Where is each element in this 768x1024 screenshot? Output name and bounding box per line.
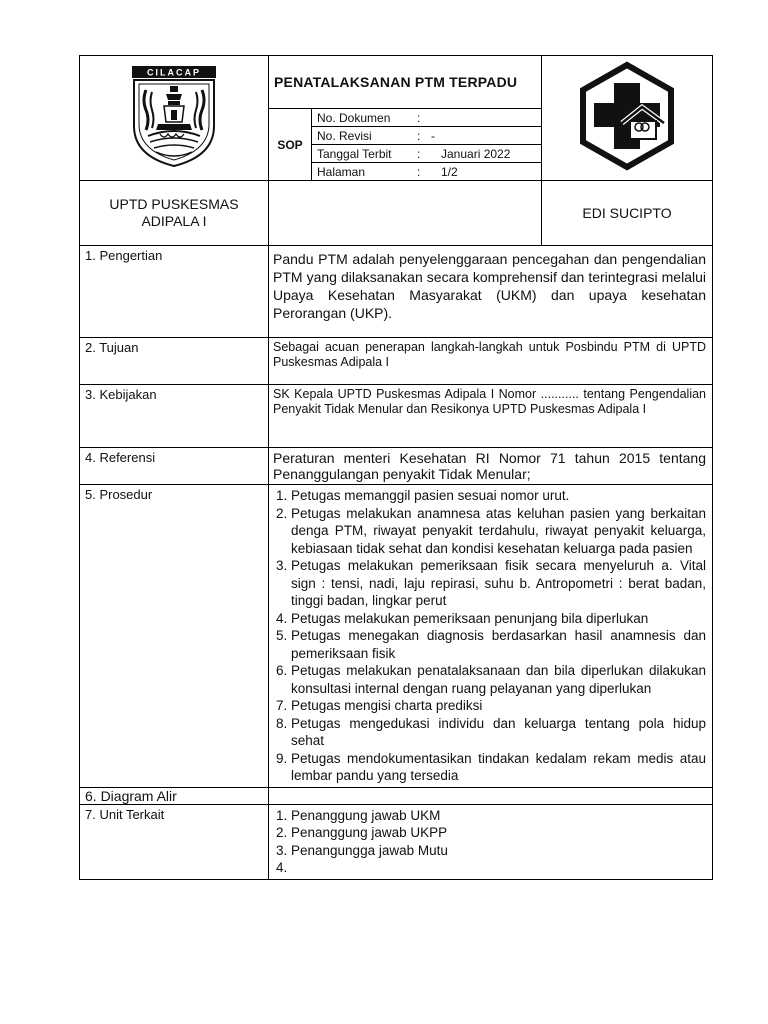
meta-row-no-revisi bbox=[312, 127, 541, 145]
meta-value: 1/2 bbox=[441, 164, 458, 179]
section-prosedur bbox=[269, 485, 713, 788]
procedure-list bbox=[273, 487, 706, 785]
unit-item bbox=[291, 859, 706, 877]
meta-row-no-dokumen bbox=[312, 109, 541, 127]
meta-sep: : bbox=[417, 110, 421, 125]
section-text-tujuan: Sebagai acuan penerapan langkah-langkah untuk Posbindu PTM di UPTD Puskesmas Adipala I bbox=[269, 338, 713, 385]
unit-item: 3. Penangungga jawab Mutu bbox=[291, 842, 706, 860]
section-text-diagram-alir bbox=[269, 787, 713, 804]
title-cell bbox=[269, 56, 542, 181]
meta-key: No. Revisi bbox=[317, 128, 372, 143]
cilacap-regency-logo bbox=[126, 64, 222, 168]
procedure-step: 5. Petugas menegakan diagnosis berdasarkan hasil anamnesis dan pemeriksaan fisik bbox=[291, 627, 706, 662]
unit-item: 1. Penanggung jawab UKM bbox=[291, 807, 706, 825]
section-text-referensi: Peraturan menteri Kesehatan RI Nomor 71 tahun 2015 tentang Penanggulangan penyakit Tidak Menular; bbox=[269, 448, 713, 485]
section-label-kebijakan: 3. Kebijakan bbox=[80, 385, 269, 448]
meta-row-tanggal-terbit bbox=[312, 145, 541, 163]
section-label-tujuan: 2. Tujuan bbox=[80, 338, 269, 385]
unit-item: 2. Penanggung jawab UKPP bbox=[291, 824, 706, 842]
section-label-pengertian: 1. Pengertian bbox=[80, 246, 269, 338]
meta-key: Halaman bbox=[317, 164, 366, 179]
puskesmas-logo-icon bbox=[572, 61, 682, 171]
section-label-unit-terkait: 7. Unit Terkait bbox=[80, 804, 269, 879]
section-text-kebijakan: SK Kepala UPTD Puskesmas Adipala I Nomor ........... tentang Pengendalian Penyakit Tidak Menular dan Resikonya UPTD Puskesmas Adipala I bbox=[269, 385, 713, 448]
puskesmas-logo-cell bbox=[542, 56, 713, 181]
unit-list bbox=[273, 807, 706, 877]
procedure-step: 6. Petugas melakukan penatalaksanaan dan bila diperlukan dilakukan konsultasi internal dengan ruang pelayanan yang diperlukan bbox=[291, 662, 706, 697]
meta-row-halaman bbox=[312, 163, 541, 180]
procedure-step: 9. Petugas mendokumentasikan tindakan kedalam rekam medis atau lembar pandu yang tersedia bbox=[291, 750, 706, 785]
meta-sep: : bbox=[417, 164, 421, 179]
section-text-pengertian: Pandu PTM adalah penyelenggaraan pencegahan dan pengendalian PTM yang dilaksanakan secara komprehensif dan terintegrasi melalui Upaya Kesehatan Masyarakat (UKM) dan upaya kesehatan Perorangan (UKP). bbox=[269, 246, 713, 338]
procedure-step: 2. Petugas melakukan anamnesa atas keluhan pasien yang berkaitan denga PTM, riwayat penyakit terdahulu, riwayat penyakit keluarga, kebiasaan tidak sehat dan kondisi kesehatan keluarga pada pasien bbox=[291, 505, 706, 558]
procedure-step: 4. Petugas melakukan pemeriksaan penunjang bila diperlukan bbox=[291, 610, 706, 628]
sop-label: SOP bbox=[269, 109, 312, 180]
logo-text: CILACAP bbox=[147, 67, 201, 77]
head-name: EDI SUCIPTO bbox=[542, 181, 713, 246]
meta-sep: : bbox=[417, 128, 421, 143]
procedure-step: 3. Petugas melakukan pemeriksaan fisik secara menyeluruh a. Vital sign : tensi, nadi, laju repirasi, suhu b. Antropometri : berat badan, tinggi badan, lingkar perut bbox=[291, 557, 706, 610]
organization-name: UPTD PUSKESMAS ADIPALA I bbox=[80, 181, 269, 246]
meta-key: No. Dokumen bbox=[317, 110, 391, 125]
section-label-prosedur: 5. Prosedur bbox=[80, 485, 269, 788]
document-title: PENATALAKSANAN PTM TERPADU bbox=[269, 56, 541, 109]
meta-key: Tanggal Terbit bbox=[317, 146, 392, 161]
sop-table bbox=[79, 55, 713, 880]
procedure-step: 8. Petugas mengedukasi individu dan keluarga tentang pola hidup sehat bbox=[291, 715, 706, 750]
section-unit-terkait bbox=[269, 804, 713, 879]
procedure-step: 7. Petugas mengisi charta prediksi bbox=[291, 697, 706, 715]
meta-value: Januari 2022 bbox=[441, 146, 511, 161]
document-meta bbox=[269, 109, 541, 180]
logo-cell bbox=[80, 56, 269, 181]
empty-cell bbox=[269, 181, 542, 246]
meta-sep: : bbox=[417, 146, 421, 161]
section-label-referensi: 4. Referensi bbox=[80, 448, 269, 485]
procedure-step: 1. Petugas memanggil pasien sesuai nomor urut. bbox=[291, 487, 706, 505]
meta-value: - bbox=[431, 128, 435, 143]
section-label-diagram-alir: 6. Diagram Alir bbox=[80, 787, 269, 804]
